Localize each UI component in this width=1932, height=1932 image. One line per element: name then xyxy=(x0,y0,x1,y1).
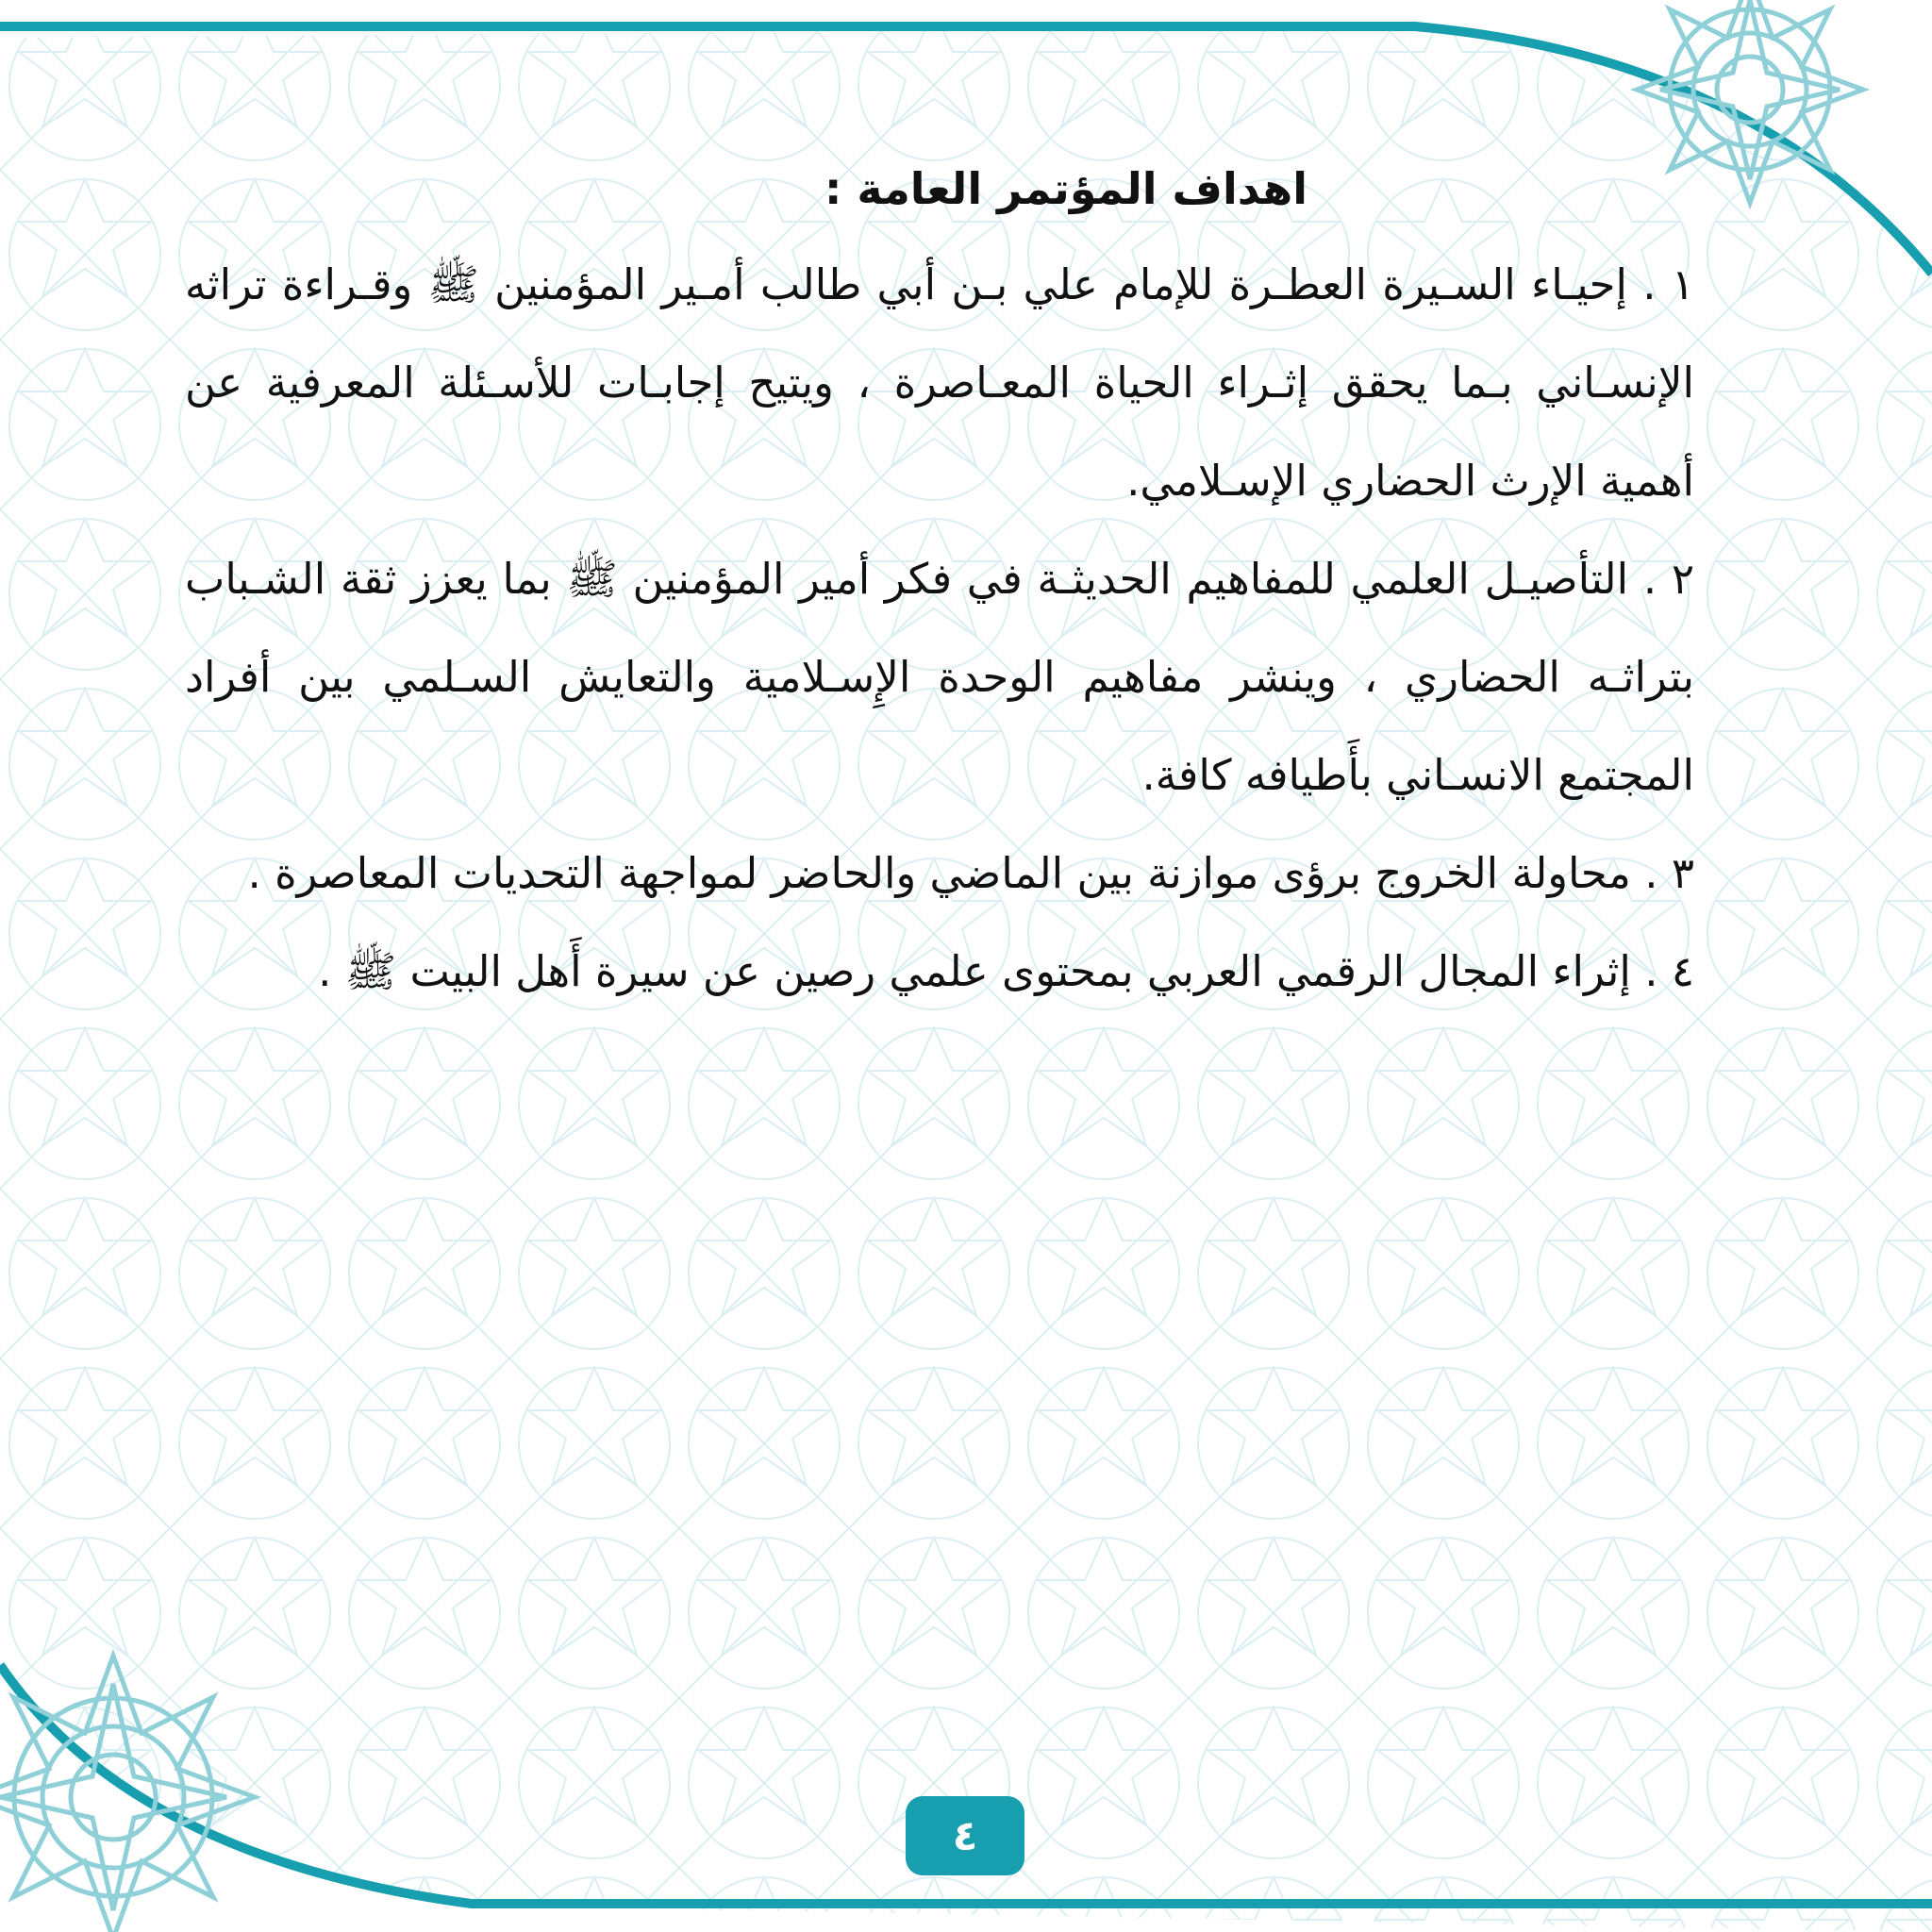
goal-text: إثراء المجال الرقمي العربي بمحتوى علمي رصين عن سيرة أَهل البيت ﷺ . xyxy=(318,946,1631,996)
goal-item-1 xyxy=(185,236,1694,530)
goal-number: ٢ . xyxy=(1642,554,1694,604)
goal-text: التأصيـل العلمي للمفاهيم الحديثـة في فكر أمير المؤمنين ﷺ بما يعزز ثقة الشـباب بتراثـه الحضاري ، وينشر مفاهيم الوحدة الإِسـلامية والتعايش السـلمي بين أفراد المجتمع الانسـاني بأَطيافه كافة. xyxy=(185,554,1694,800)
goal-item-2 xyxy=(185,530,1694,824)
goal-text: محاولة الخروج برؤى موازنة بين الماضي والحاضر لمواجهة التحديات المعاصرة . xyxy=(247,848,1631,898)
goal-number: ١ . xyxy=(1642,259,1695,309)
goal-number: ٤ . xyxy=(1644,946,1694,996)
goal-item-4 xyxy=(185,923,1694,1021)
page-title: اهداف المؤتمر العامة : xyxy=(824,163,1307,214)
goal-number: ٣ . xyxy=(1644,848,1694,898)
page-number-badge: ٤ xyxy=(906,1796,1024,1875)
goal-text: إحيـاء السـيرة العطـرة للإمام علي بـن أبي طالب أمـير المؤمنين ﷺ وقـراءة تراثه الإنسـاني بـما يحقق إثـراء الحياة المعـاصرة ، ويتيح إجابـات للأسـئلة المعرفية عن أهمية الإرث الحضاري الإسـلامي. xyxy=(185,259,1694,506)
goals-content xyxy=(185,142,1694,1021)
goal-item-3 xyxy=(185,824,1694,923)
